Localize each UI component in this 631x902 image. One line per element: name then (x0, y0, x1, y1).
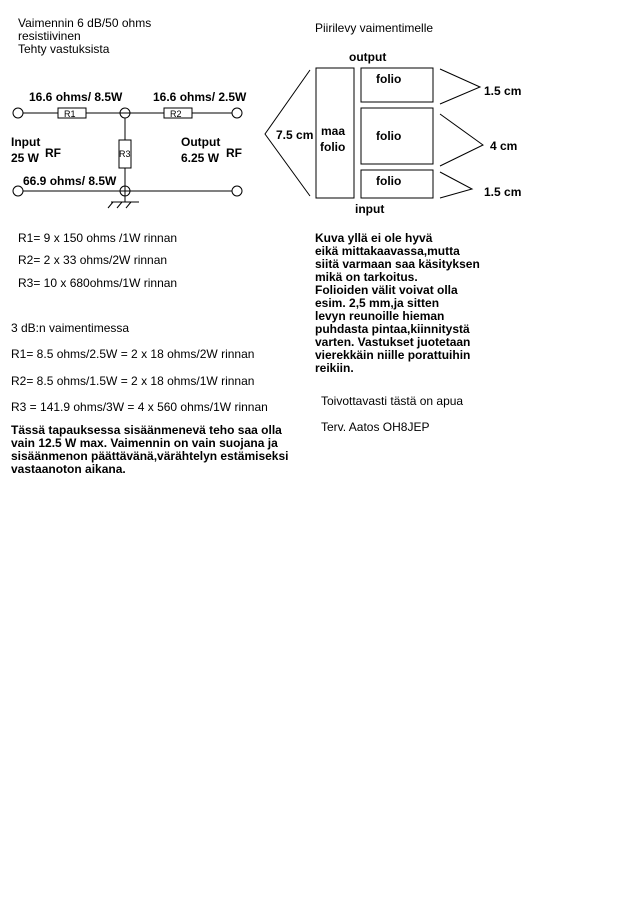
r1-designator: R1 (64, 109, 76, 119)
pad-bottom-dimension: 1.5 cm (484, 185, 522, 199)
output-label: Output (181, 135, 221, 149)
pcb-note-line: siitä varmaan saa käsityksen (315, 257, 480, 271)
pcb-note-line: eikä mittakaavassa,mutta (315, 244, 460, 258)
power-note-line: vastaanoton aikana. (11, 462, 126, 476)
power-note-line: vain 12.5 W max. Vaimennin on vain suojana ja (11, 436, 278, 450)
pcb-note-line: reikiin. (315, 361, 354, 375)
input-rf: RF (45, 146, 61, 160)
pad-bottom-label: folio (376, 174, 402, 188)
input-label: Input (11, 135, 41, 149)
part-r2-3db: R2= 8.5 ohms/1.5W = 2 x 18 ohms/1W rinnan (11, 374, 255, 388)
header-line-3: Tehty vastuksista (18, 42, 110, 56)
pcb-note-line: mikä on tarkoitus. (315, 270, 418, 284)
pcb-title: Piirilevy vaimentimelle (315, 21, 434, 35)
input-terminal-top (13, 108, 23, 118)
pad-middle-label: folio (376, 129, 402, 143)
r2-value-label: 16.6 ohms/ 2.5W (153, 90, 247, 104)
pcb-width-dimension: 7.5 cm (276, 128, 314, 142)
ground-foil-label-2: folio (320, 140, 346, 154)
output-rf: RF (226, 146, 242, 160)
r1-value-label: 16.6 ohms/ 8.5W (29, 90, 123, 104)
pad-top-label: folio (376, 72, 402, 86)
pcb-note-line: Kuva yllä ei ole hyvä (315, 231, 433, 245)
part-r2-6db: R2= 2 x 33 ohms/2W rinnan (18, 253, 168, 267)
r3-designator: R3 (119, 149, 131, 159)
pcb-note (315, 232, 480, 375)
header-line-2: resistiivinen (18, 29, 81, 43)
pcb-note-line: Folioiden välit voivat olla (315, 283, 458, 297)
pcb-input-label: input (355, 202, 385, 216)
pcb-note-line: levyn reunoille hieman (315, 309, 445, 323)
part-r1-6db: R1= 9 x 150 ohms /1W rinnan (18, 231, 178, 245)
r2-designator: R2 (170, 109, 182, 119)
input-terminal-bottom (13, 186, 23, 196)
ground-foil-label-1: maa (321, 124, 346, 138)
power-note-line: Tässä tapauksessa sisäänmenevä teho saa olla (11, 423, 282, 437)
power-note-line: sisäänmenon päättävänä,värähtelyn estämiseksi (11, 449, 289, 463)
part-r3-3db: R3 = 141.9 ohms/3W = 4 x 560 ohms/1W rinnan (11, 400, 268, 414)
pcb-note-line: esim. 2,5 mm,ja sitten (315, 296, 440, 310)
signature: Terv. Aatos OH8JEP (321, 420, 430, 434)
output-terminal-bottom (232, 186, 242, 196)
power-note (11, 424, 288, 476)
pcb-note-line: puhdasta pintaa,kiinnitystä (315, 322, 470, 336)
pcb-note-line: vierekkäin niille porattuihin (315, 348, 471, 362)
pad-middle-dimension: 4 cm (490, 139, 518, 153)
pcb-output-label: output (349, 50, 387, 64)
pcb-note-line: varten. Vastukset juotetaan (315, 335, 471, 349)
output-power: 6.25 W (181, 151, 220, 165)
pad-top-dimension: 1.5 cm (484, 84, 522, 98)
closing-text: Toivottavasti tästä on apua (321, 394, 464, 408)
input-power: 25 W (11, 151, 40, 165)
output-terminal-top (232, 108, 242, 118)
r3-value-label: 66.9 ohms/ 8.5W (23, 174, 117, 188)
part-r1-3db: R1= 8.5 ohms/2.5W = 2 x 18 ohms/2W rinnan (11, 347, 255, 361)
part-r3-6db: R3= 10 x 680ohms/1W rinnan (18, 276, 178, 290)
header-line-1: Vaimennin 6 dB/50 ohms (18, 16, 152, 30)
section-3db-title: 3 dB:n vaimentimessa (11, 321, 130, 335)
